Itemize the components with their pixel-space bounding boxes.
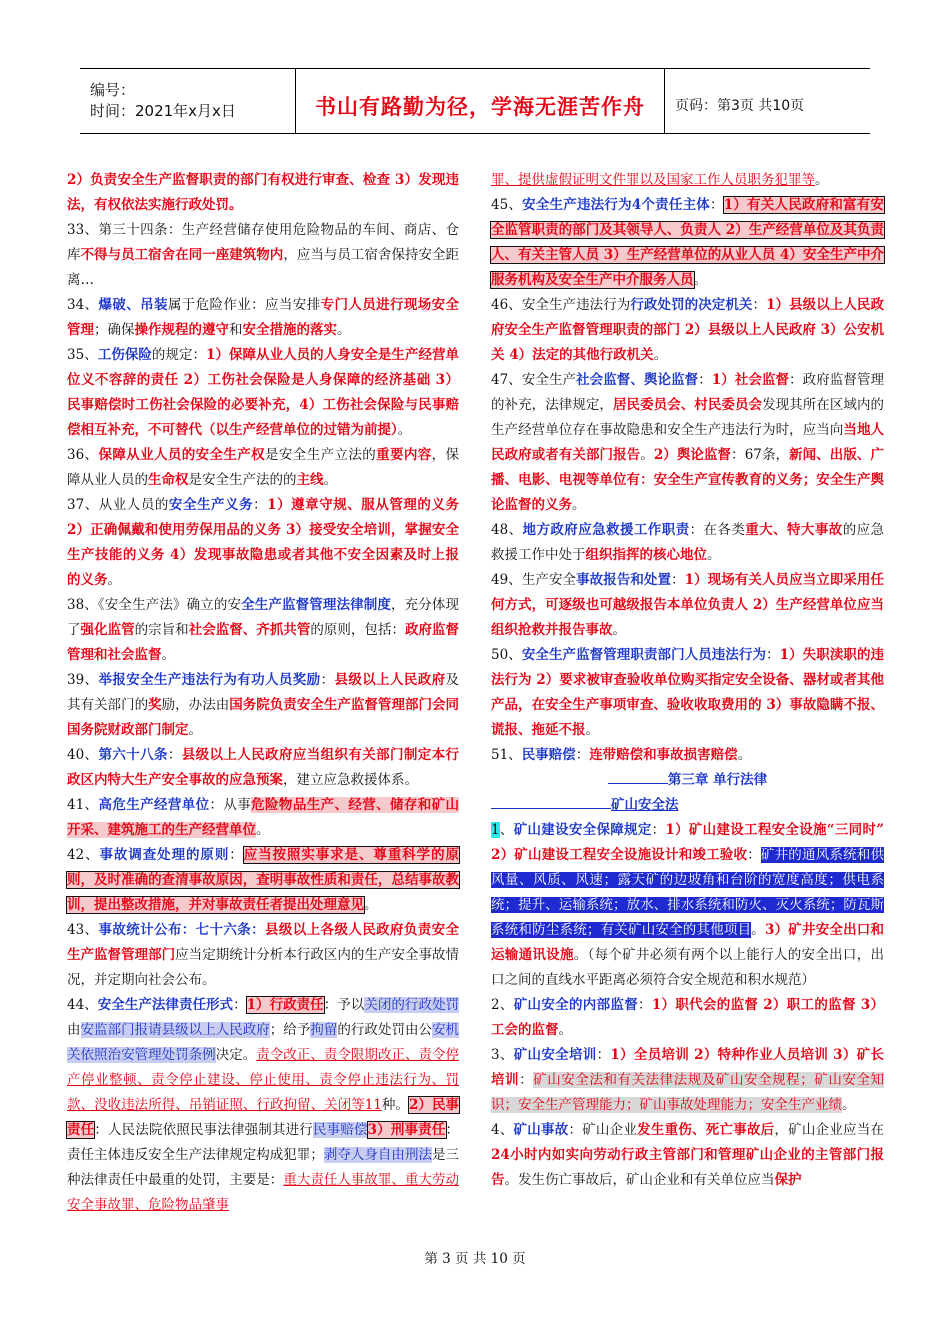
header-motto: 书山有路勤为径，学海无涯苦作舟 xyxy=(296,69,665,133)
paragraph-43: 43、事故统计公布：七十六条：县级以上各级人民政府负责安全生产监督管理部门应当定期统计分析本行政区内的生产安全事故情况，并定期向社会公布。 xyxy=(67,922,460,988)
paragraph-35: 35、工伤保险的规定：1）保障从业人员的人身安全是生产经营单位义不容辞的责任 2）工伤社会保险是人身保障的经济基础 3）民事赔偿时工伤社会保险的必要补充，4）工伤社会保险与民事赔偿相互补充，不可替代（以生产经营单位的过错为前提）。 xyxy=(67,347,460,438)
left-column xyxy=(67,168,459,1218)
paragraph-46: 46、安全生产违法行为行政处罚的决定机关：1）县级以上人民政府安全生产监督管理职责的部门 2）县级以上人民政府 3）公安机关 4）法定的其他行政机关。 xyxy=(491,297,885,363)
paragraph-47: 47、安全生产社会监督、舆论监督：1）社会监督：政府监督管理的补充，法律规定，居民委员会、村民委员会发现其所在区域内的生产经营单位存在事故隐患和安全生产违法行为时，应当向当地人民政府或者有关部门报告。2）舆论监督：67条，新闻、出版、广播、电影、电视等单位有：安全生产宣传教育的义务；安全生产舆论监督的义务。 xyxy=(491,372,885,513)
paragraph-38: 38、《安全生产法》确立的安全生产监督管理法律制度，充分体现了强化监管的宗旨和社会监督、齐抓共管的原则，包括：政府监督管理和社会监督。 xyxy=(67,597,460,663)
paragraph-42: 42、事故调查处理的原则：应当按照实事求是、尊重科学的原则，及时准确的查清事故原因，查明事故性质和责任，总结事故教训，提出整改措施，并对事故责任者提出处理意见。 xyxy=(67,847,460,913)
mining-item-1: 1、矿山建设安全保障规定：1）矿山建设工程安全设施“三同时” 2）矿山建设工程安全设施设计和竣工验收：矿井的通风系统和供风量、风质、风速；露天矿的边坡角和台阶的宽度高度；供电系统；提升、运输系统；放水、排水系统和防火、灭火系统；防瓦斯系统和防尘系统；有关矿山安全的其他项目。3）矿井安全出口和运输通讯设施。（每个矿井必须有两个以上能行人的安全出口，出口之间的直线水平距离必须符合安全规范和积水规范） xyxy=(491,822,885,988)
paragraph-51: 51、民事赔偿：连带赔偿和事故损害赔偿。 xyxy=(491,747,752,763)
section-subtitle: 矿山安全法 xyxy=(491,793,884,818)
right-column xyxy=(491,168,884,1193)
paragraph-45: 45、安全生产违法行为4个责任主体：1）有关人民政府和富有安全监管职责的部门及其领导人、负责人 2）生产经营单位及其负责人、有关主管人员 3）生产经营单位的从业人员 4）安全生产中介服务机构及安全生产中介服务人员。 xyxy=(491,197,884,288)
header-page-info: 页码：第3页 共10页 xyxy=(675,98,805,114)
paragraph-40: 40、第六十八条：县级以上人民政府应当组织有关部门制定本行政区内特大生产安全事故的应急预案，建立应急救援体系。 xyxy=(67,747,460,788)
paragraph-50: 50、安全生产监督管理职责部门人员违法行为：1）失职渎职的违法行为 2）要求被审查验收单位购买指定安全设备、器材或者其他产品，在安全生产事项审查、验收收取费用的 3）事故隐瞒不报、谎报、拖延不报。 xyxy=(491,647,885,738)
paragraph-41: 41、高危生产经营单位：从事危险物品生产、经营、储存和矿山开采、建筑施工的生产经营单位。 xyxy=(67,797,460,838)
mining-item-4: 4、矿山事故：矿山企业发生重伤、死亡事故后，矿山企业应当在24小时内如实向劳动行政主管部门和管理矿山企业的主管部门报告。发生伤亡事故后，矿山企业和有关单位应当保护 xyxy=(491,1122,885,1188)
mining-item-3: 3、矿山安全培训：1）全员培训 2）特种作业人员培训 3）矿长培训：矿山安全法和有关法律法规及矿山安全规程；矿山安全知识；安全生产管理能力；矿山事故处理能力；安全生产业绩。 xyxy=(491,1047,885,1113)
paragraph-32-end: 2）负责安全生产监督职责的部门有权进行审查、检查 3）发现违法，有权依法实施行政处罚。 xyxy=(67,172,459,213)
header-left xyxy=(80,69,296,133)
paragraph-44: 44、安全生产法律责任形式：1）行政责任：予以关闭的行政处罚由安监部门报请县级以上人民政府；给予拘留的行政处罚由公安机关依照治安管理处罚条例决定。责令改正、责令限期改正、责令停产停业整顿、责令停止建设、停止使用、责令停止违法行为、罚款、没收违法所得、吊销证照、行政拘留、关闭等11种。2）民事责任：人民法院依照民事法律强制其进行民事赔偿3）刑事责任：责任主体违反安全生产法律规定构成犯罪；剥夺人身自由刑法是三种法律责任中最重的处罚，主要是：重大责任人事故罪、重大劳动安全事故罪、危险物品肇事 xyxy=(67,997,460,1213)
paragraph-36: 36、保障从业人员的安全生产权是安全生产立法的重要内容，保障从业人员的生命权是安全生产法的的主线。 xyxy=(67,447,460,488)
subtitle-underline xyxy=(491,794,611,809)
doc-number-label: 编号： xyxy=(90,81,136,99)
page-header xyxy=(80,68,870,134)
paragraph-34: 34、爆破、吊装属于危险作业：应当安排专门人员进行现场安全管理；确保操作规程的遵守和安全措施的落实。 xyxy=(67,297,460,338)
paragraph-49: 49、生产安全事故报告和处置：1）现场有关人员应当立即采用任何方式，可逐级也可越级报告本单位负责人 2）生产经营单位应当组织抢救并报告事故。 xyxy=(491,572,885,638)
paragraph-39: 39、举报安全生产违法行为有功人员奖励：县级以上人民政府及其有关部门的奖励，办法由国务院负责安全生产监督管理部门会同国务院财政部门制定。 xyxy=(67,672,460,738)
chapter-underline xyxy=(608,769,668,784)
paragraph-44-end: 罪、提供虚假证明文件罪以及国家工作人员职务犯罪等。 xyxy=(491,172,829,188)
chapter-heading: 第三章 单行法律 xyxy=(491,768,884,793)
doc-date: 时间：2021年x月x日 xyxy=(90,102,236,120)
paragraph-48: 48、地方政府应急救援工作职责：在各类重大、特大事故的应急救援工作中处于组织指挥的核心地位。 xyxy=(491,522,885,563)
page-footer: 第 3 页 共 10 页 xyxy=(424,1251,526,1267)
paragraph-37: 37、从业人员的安全生产义务：1）遵章守规、服从管理的义务 2）正确佩戴和使用劳保用品的义务 3）接受安全培训，掌握安全生产技能的义务 4）发现事故隐患或者其他不安全因素及时上报的义务。 xyxy=(67,497,460,588)
mining-item-2: 2、矿山安全的内部监督：1）职代会的监督 2）职工的监督 3）工会的监督。 xyxy=(491,997,884,1038)
paragraph-33: 33、第三十四条：生产经营储存使用危险物品的车间、商店、仓库不得与员工宿舍在同一座建筑物内，应当与员工宿舍保持安全距离… xyxy=(67,222,460,288)
